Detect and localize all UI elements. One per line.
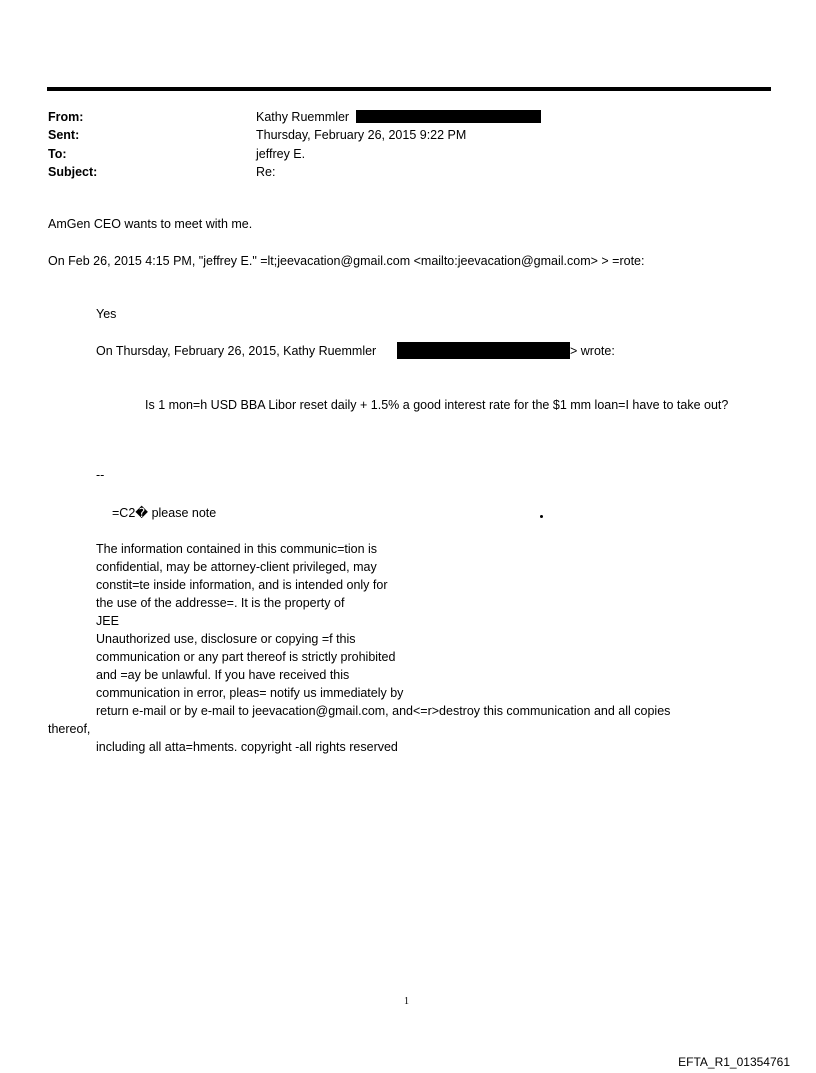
nested-intro-a: On Thursday, February 26, 2015, Kathy Ruemmler xyxy=(96,344,377,358)
please-note: =C2� please note xyxy=(112,506,217,520)
disclaimer-line: thereof, xyxy=(48,722,91,736)
sent-value: Thursday, February 26, 2015 9:22 PM xyxy=(256,128,467,142)
disclaimer-line: The information contained in this communic=tion is xyxy=(96,542,378,556)
disclaimer-line: constit=te inside information, and is intended only for xyxy=(96,578,388,592)
redaction-bar xyxy=(356,110,541,123)
from-value: Kathy Ruemmler xyxy=(256,110,350,124)
document-id: EFTA_R1_01354761 xyxy=(678,1055,790,1069)
disclaimer xyxy=(48,540,671,756)
question-text: Is 1 mon=h USD BBA Libor reset daily + 1.5% a good interest rate for the $1 mm loan=I have to take out? xyxy=(145,398,729,412)
signature-separator: -- xyxy=(96,468,105,482)
redaction-bar xyxy=(397,342,570,359)
disclaimer-line: Unauthorized use, disclosure or copying =f this xyxy=(96,632,356,646)
to-label: To: xyxy=(48,147,67,161)
header-rule xyxy=(47,87,771,91)
nested-intro-b: > wrote: xyxy=(570,344,615,358)
subject-value: Re: xyxy=(256,165,276,179)
disclaimer-line: communication in error, pleas= notify us immediately by xyxy=(96,686,404,700)
body-line: AmGen CEO wants to meet with me. xyxy=(48,217,253,231)
disclaimer-line: JEE xyxy=(96,614,119,628)
disclaimer-line: return e-mail or by e-mail to jeevacation@gmail.com, and<=r>destroy this communication and all copies xyxy=(96,704,671,718)
subject-label: Subject: xyxy=(48,165,98,179)
sent-label: Sent: xyxy=(48,128,80,142)
disclaimer-line: confidential, may be attorney-client privileged, may xyxy=(96,560,377,574)
disclaimer-line: and =ay be unlawful. If you have received this xyxy=(96,668,350,682)
disclaimer-line: the use of the addresse=. It is the property of xyxy=(96,596,345,610)
stray-dot xyxy=(540,515,543,518)
to-value: jeffrey E. xyxy=(256,147,306,161)
page-number: 1 xyxy=(404,996,409,1007)
disclaimer-line: including all atta=hments. copyright -all rights reserved xyxy=(96,740,398,754)
from-label: From: xyxy=(48,110,84,124)
reply-text: Yes xyxy=(96,307,117,321)
quote-intro: On Feb 26, 2015 4:15 PM, "jeffrey E." =lt;jeevacation@gmail.com <mailto:jeevacation@gmail.com> > =rote: xyxy=(48,254,645,268)
disclaimer-line: communication or any part thereof is strictly prohibited xyxy=(96,650,396,664)
